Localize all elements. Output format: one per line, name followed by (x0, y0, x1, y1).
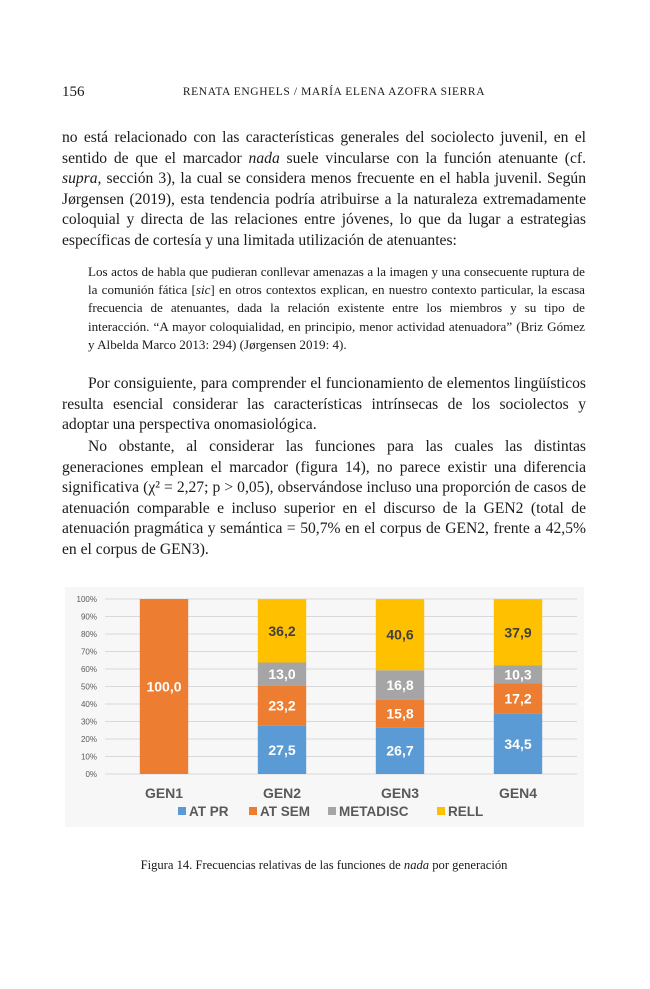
y-tick-label: 50% (80, 682, 97, 692)
caption-term-nada: nada (403, 858, 430, 872)
legend-swatch (437, 807, 445, 815)
data-label: 34,5 (504, 735, 532, 752)
data-label: 40,6 (386, 626, 414, 643)
caption-text-a: Figura 14. Frecuencias relativas de las funciones de (140, 858, 404, 872)
block-quote (88, 263, 585, 354)
x-tick-label: GEN4 (498, 785, 538, 801)
figure-14-chart (65, 587, 584, 827)
paragraph-2: Por consiguiente, para comprender el funcionamiento de elementos lingüísticos resulta esencial considerar las características intrínsecas de los sociolectos y adoptar una perspectiva onomasiológica. (62, 375, 586, 434)
p1-text-a: no está relacionado con las características generales del sociolecto juvenil, en el sentido de que el marcador (62, 129, 586, 167)
page-header (62, 84, 586, 104)
page-number: 156 (62, 84, 85, 100)
quote-term-sic: sic (195, 282, 211, 298)
p1-term-supra: supra, (62, 170, 102, 188)
y-tick-label: 60% (80, 665, 97, 674)
legend-entry: AT SEM (260, 804, 310, 819)
running-head: RENATA ENGHELS / MARÍA ELENA AZOFRA SIERRA (182, 86, 486, 98)
quote-text-a: Los actos de habla que pudieran conllevar amenazas a la imagen y una consecuente ruptura de la comunión fática [ (88, 264, 585, 298)
y-tick-label: 70% (80, 647, 97, 657)
data-label: 15,8 (386, 705, 414, 722)
data-label: 36,2 (268, 622, 296, 639)
y-tick-label: 0% (85, 770, 97, 779)
data-label: 10,3 (504, 666, 532, 683)
legend-swatch (178, 807, 186, 815)
legend-entry: RELL (448, 804, 484, 819)
y-tick-label: 40% (80, 700, 97, 709)
y-tick-label: 10% (80, 752, 97, 762)
paragraph-1 (62, 128, 586, 252)
y-tick-label: 80% (80, 630, 97, 639)
p1-text-e: sección 3), la cual se considera menos frecuente en el habla juvenil. Según Jørgensen (2019), esta tendencia podría atribuirse a la naturaleza extremadamente coloquial y directa de las relaciones entre jóvenes, lo que da lugar a estrategias específicas de cortesía y una limitada utilización de atenuantes: (62, 170, 586, 249)
figure-caption (62, 858, 586, 873)
x-tick-label: GEN3 (380, 785, 420, 801)
data-label: 17,2 (504, 690, 532, 707)
p1-term-nada: nada (248, 149, 280, 167)
legend-swatch (249, 807, 257, 815)
data-label: 37,9 (504, 624, 532, 641)
quote-text-c: ] en otros contextos explican, en nuestro contexto particular, la escasa frecuencia de atenuantes, dada la relación existente entre los miembros y su tipo de interacción. “A mayor coloquialidad, en principio, menor actividad atenuadora” (Briz Gómez y Albelda Marco 2013: 294) (Jørgensen 2019: 4). (88, 282, 585, 352)
data-label: 23,2 (268, 697, 296, 714)
legend-entry: METADISC (339, 804, 409, 819)
data-label: 27,5 (268, 741, 296, 758)
stacked-bar-chart (65, 587, 584, 827)
p1-text-c: suele vincularse con la función atenuante (cf. (279, 149, 586, 167)
y-tick-label: 30% (80, 717, 97, 727)
x-tick-label: GEN2 (262, 785, 302, 801)
data-label: 100,0 (146, 678, 182, 695)
x-tick-label: GEN1 (144, 785, 184, 801)
y-tick-label: 90% (80, 612, 97, 622)
data-label: 16,8 (386, 676, 414, 693)
y-tick-label: 20% (80, 735, 97, 744)
legend-swatch (328, 807, 336, 815)
caption-text-c: por generación (429, 858, 508, 872)
y-tick-label: 100% (76, 595, 97, 604)
data-label: 13,0 (268, 665, 296, 682)
legend-entry: AT PR (189, 804, 229, 819)
paragraph-3: No obstante, al considerar las funciones para las cuales las distintas generaciones emplean el marcador (figura 14), no parece existir una diferencia significativa (χ² = 2,27; p > 0,05), observándose incluso una proporción de casos de atenuación comparable e incluso superior en el discurso de la GEN2 (total de atenuación pragmática y semántica = 50,7% en el corpus de GEN2, frente a 42,5% en el corpus de GEN3). (62, 438, 586, 558)
data-label: 26,7 (386, 742, 414, 759)
